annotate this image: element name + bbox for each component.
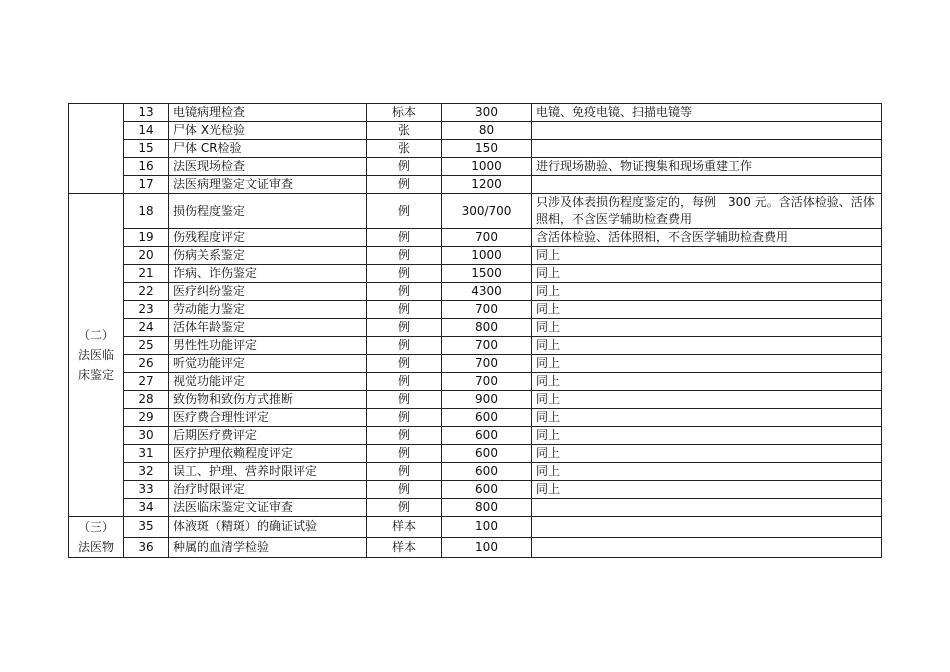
item-note: 同上 (532, 481, 882, 499)
item-unit: 例 (367, 409, 442, 427)
item-name: 后期医疗费评定 (169, 427, 367, 445)
table-row (69, 481, 882, 499)
item-note: 同上 (532, 445, 882, 463)
table-row (69, 445, 882, 463)
item-name: 法医病理鉴定文证审查 (169, 176, 367, 194)
item-number: 27 (124, 373, 169, 391)
table-row (69, 265, 882, 283)
item-unit: 例 (367, 319, 442, 337)
item-unit: 例 (367, 176, 442, 194)
item-price: 600 (442, 445, 532, 463)
item-unit: 例 (367, 391, 442, 409)
table-row (69, 122, 882, 140)
item-price: 700 (442, 337, 532, 355)
item-number: 20 (124, 247, 169, 265)
item-unit: 例 (367, 194, 442, 229)
table-row (69, 373, 882, 391)
item-price: 800 (442, 319, 532, 337)
item-unit: 例 (367, 373, 442, 391)
item-number: 31 (124, 445, 169, 463)
item-price: 600 (442, 481, 532, 499)
item-name: 法医临床鉴定文证审查 (169, 499, 367, 517)
item-note: 进行现场勘验、物证搜集和现场重建工作 (532, 158, 882, 176)
item-unit: 例 (367, 158, 442, 176)
table-row (69, 283, 882, 301)
item-name: 体液斑（精斑）的确证试验 (169, 517, 367, 538)
item-number: 24 (124, 319, 169, 337)
table-row (69, 427, 882, 445)
category-label: 法医物 (77, 540, 114, 554)
item-number: 34 (124, 499, 169, 517)
item-price: 100 (442, 517, 532, 538)
item-name: 男性性功能评定 (169, 337, 367, 355)
item-unit: 例 (367, 463, 442, 481)
item-price: 300 (442, 104, 532, 122)
item-note: 同上 (532, 337, 882, 355)
item-name: 听觉功能评定 (169, 355, 367, 373)
item-number: 25 (124, 337, 169, 355)
item-price: 800 (442, 499, 532, 517)
item-name: 法医现场检查 (169, 158, 367, 176)
item-name: 治疗时限评定 (169, 481, 367, 499)
item-unit: 例 (367, 247, 442, 265)
item-note: 同上 (532, 247, 882, 265)
item-unit: 例 (367, 265, 442, 283)
item-name: 损伤程度鉴定 (169, 194, 367, 229)
item-number: 16 (124, 158, 169, 176)
item-price: 4300 (442, 283, 532, 301)
item-number: 13 (124, 104, 169, 122)
item-number: 19 (124, 229, 169, 247)
item-unit: 张 (367, 140, 442, 158)
item-number: 36 (124, 537, 169, 558)
table-row (69, 158, 882, 176)
item-note (532, 499, 882, 517)
item-number: 30 (124, 427, 169, 445)
item-note (532, 537, 882, 558)
category-label: 法医临 (77, 348, 114, 362)
item-name: 医疗护理依赖程度评定 (169, 445, 367, 463)
table-row (69, 537, 882, 558)
item-price: 600 (442, 409, 532, 427)
item-price: 700 (442, 355, 532, 373)
item-number: 35 (124, 517, 169, 538)
table-row (69, 319, 882, 337)
item-name: 伤病关系鉴定 (169, 247, 367, 265)
item-unit: 样本 (367, 537, 442, 558)
item-price: 1500 (442, 265, 532, 283)
item-note: 同上 (532, 319, 882, 337)
category-label: （二） (77, 328, 114, 342)
table-row (69, 194, 882, 229)
category-cell (69, 104, 124, 194)
item-number: 29 (124, 409, 169, 427)
item-price: 1000 (442, 158, 532, 176)
item-unit: 例 (367, 337, 442, 355)
table-row (69, 409, 882, 427)
item-note: 同上 (532, 427, 882, 445)
item-note: 电镜、免疫电镜、扫描电镜等 (532, 104, 882, 122)
table-row (69, 499, 882, 517)
category-cell (69, 517, 124, 558)
fee-table-body (69, 104, 882, 558)
item-note (532, 176, 882, 194)
table-row (69, 463, 882, 481)
item-number: 18 (124, 194, 169, 229)
item-price: 900 (442, 391, 532, 409)
item-name: 活体年龄鉴定 (169, 319, 367, 337)
item-number: 14 (124, 122, 169, 140)
item-note: 同上 (532, 301, 882, 319)
category-label: （三） (77, 520, 114, 534)
item-name: 视觉功能评定 (169, 373, 367, 391)
item-number: 28 (124, 391, 169, 409)
table-row (69, 301, 882, 319)
item-note: 含活体检验、活体照相，不含医学辅助检查费用 (532, 229, 882, 247)
item-price: 150 (442, 140, 532, 158)
item-unit: 例 (367, 445, 442, 463)
item-name: 误工、护理、营养时限评定 (169, 463, 367, 481)
item-number: 32 (124, 463, 169, 481)
item-unit: 样本 (367, 517, 442, 538)
item-name: 致伤物和致伤方式推断 (169, 391, 367, 409)
item-number: 17 (124, 176, 169, 194)
item-number: 33 (124, 481, 169, 499)
item-note: 同上 (532, 355, 882, 373)
item-name: 医疗纠纷鉴定 (169, 283, 367, 301)
table-row (69, 355, 882, 373)
fee-table (68, 103, 882, 558)
item-number: 26 (124, 355, 169, 373)
item-name: 伤残程度评定 (169, 229, 367, 247)
item-unit: 例 (367, 301, 442, 319)
item-unit: 例 (367, 499, 442, 517)
item-unit: 标本 (367, 104, 442, 122)
item-price: 300/700 (442, 194, 532, 229)
item-unit: 例 (367, 229, 442, 247)
item-name: 医疗费合理性评定 (169, 409, 367, 427)
item-number: 22 (124, 283, 169, 301)
item-name: 电镜病理检查 (169, 104, 367, 122)
category-label: 床鉴定 (77, 368, 114, 382)
table-row (69, 104, 882, 122)
item-note (532, 122, 882, 140)
item-price: 80 (442, 122, 532, 140)
item-unit: 例 (367, 427, 442, 445)
item-price: 600 (442, 427, 532, 445)
category-cell (69, 194, 124, 517)
item-note (532, 517, 882, 538)
item-note: 同上 (532, 373, 882, 391)
item-name: 尸体 CR检验 (169, 140, 367, 158)
table-row (69, 337, 882, 355)
table-row (69, 140, 882, 158)
item-number: 15 (124, 140, 169, 158)
item-price: 1200 (442, 176, 532, 194)
table-row (69, 229, 882, 247)
item-price: 600 (442, 463, 532, 481)
item-unit: 例 (367, 481, 442, 499)
table-row (69, 176, 882, 194)
item-price: 700 (442, 301, 532, 319)
item-note: 同上 (532, 265, 882, 283)
item-name: 种属的血清学检验 (169, 537, 367, 558)
table-row (69, 247, 882, 265)
item-unit: 例 (367, 355, 442, 373)
item-unit: 张 (367, 122, 442, 140)
table-row (69, 391, 882, 409)
item-note: 同上 (532, 463, 882, 481)
item-price: 1000 (442, 247, 532, 265)
item-note: 只涉及体表损伤程度鉴定的，每例 300 元。含活体检验、活体照相，不含医学辅助检查费用 (532, 194, 882, 229)
item-name: 劳动能力鉴定 (169, 301, 367, 319)
item-price: 700 (442, 373, 532, 391)
item-number: 21 (124, 265, 169, 283)
item-note: 同上 (532, 391, 882, 409)
item-unit: 例 (367, 283, 442, 301)
item-note: 同上 (532, 409, 882, 427)
item-price: 100 (442, 537, 532, 558)
item-number: 23 (124, 301, 169, 319)
table-row (69, 517, 882, 538)
item-name: 诈病、诈伤鉴定 (169, 265, 367, 283)
item-note (532, 140, 882, 158)
item-price: 700 (442, 229, 532, 247)
item-note: 同上 (532, 283, 882, 301)
item-name: 尸体 X光检验 (169, 122, 367, 140)
